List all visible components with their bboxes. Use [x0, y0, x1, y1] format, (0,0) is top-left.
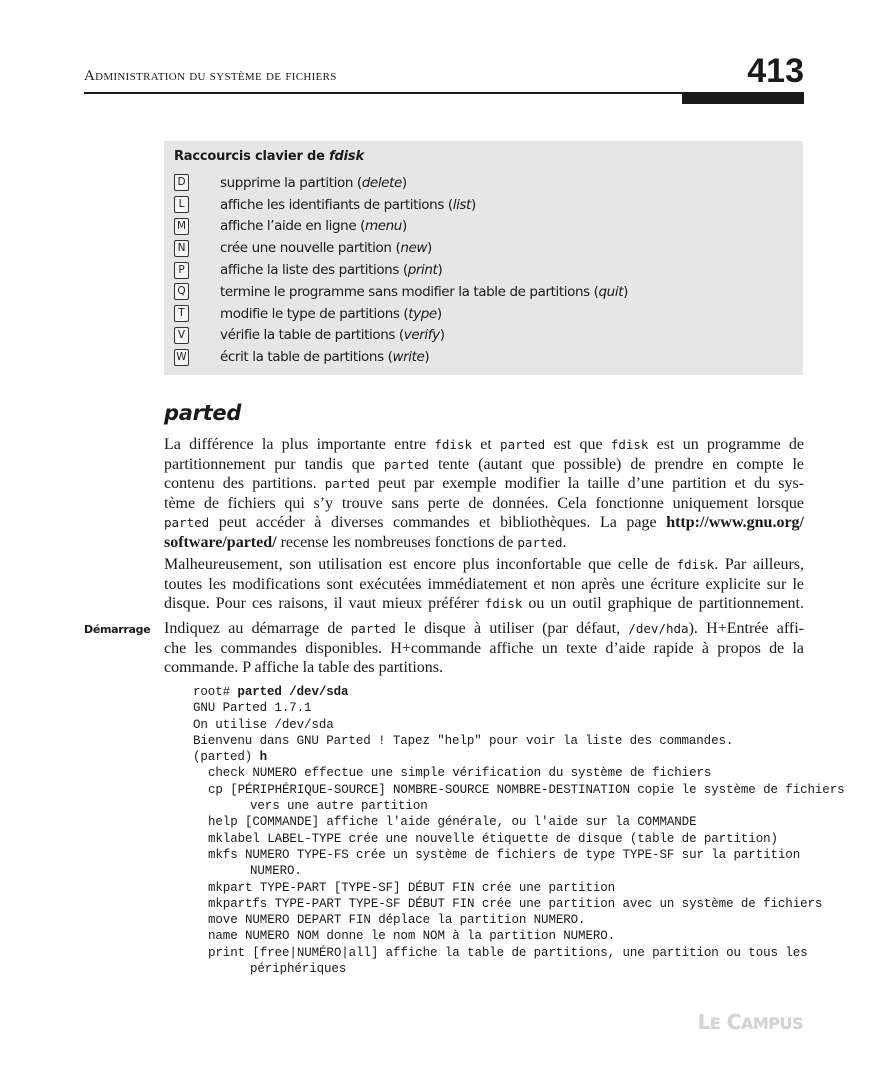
shortcut-row	[174, 237, 794, 259]
shortcut-description: supprime la partition (delete)	[220, 174, 407, 191]
margin-note: Démarrage	[84, 623, 151, 636]
code-line: On utilise /dev/sda	[193, 717, 334, 732]
key-cap: V	[174, 327, 189, 344]
url-link: http://www.gnu.org/	[666, 514, 804, 531]
code-line: mklabel LABEL-TYPE crée une nouvelle étiquette de disque (table de partition)	[208, 831, 778, 846]
code-listing	[193, 684, 845, 977]
shortcut-term: print	[407, 262, 438, 279]
shortcut-row	[174, 325, 794, 347]
code-line: (parted) h	[193, 750, 268, 765]
shortcut-description: affiche les identifiants de partitions (list)	[220, 196, 476, 213]
code-line: root# parted /dev/sda	[193, 685, 349, 699]
key-cap: D	[174, 174, 189, 191]
code-line: mkfs NUMERO TYPE-FS crée un système de fichiers de type TYPE-SF sur la partition	[208, 847, 801, 862]
key-cap: Q	[174, 283, 189, 300]
key-cap: T	[174, 305, 189, 322]
text-line: La différence la plus importante entre fdisk et parted est que fdisk est un programme de	[164, 436, 805, 453]
shortcut-description: affiche l’aide en ligne (menu)	[220, 218, 407, 235]
shortcut-description: modifie le type de partitions (type)	[220, 305, 442, 322]
shortcut-term: verify	[403, 327, 440, 344]
code-line: print [free|NUMÉRO|all] affiche la table de partitions, une partition ou tous les	[208, 945, 808, 960]
shortcut-row	[174, 303, 794, 325]
shortcut-description: vérifie la table de partitions (verify)	[220, 327, 445, 344]
shortcut-row	[174, 194, 794, 216]
paragraph-startup	[164, 619, 804, 678]
code-line: move NUMERO DEPART FIN déplace la partition NUMERO.	[208, 913, 586, 928]
code-line: périphériques	[250, 962, 347, 977]
key-cap: N	[174, 240, 189, 257]
code-help-lines	[193, 765, 845, 977]
shortcut-list	[174, 172, 794, 368]
key-cap: P	[174, 262, 189, 279]
shortcut-term: quit	[598, 283, 624, 300]
running-header-title: Administration du système de fichiers	[84, 68, 337, 84]
shortcut-row	[174, 259, 794, 281]
shortcut-term: type	[408, 305, 437, 322]
paragraph-drawbacks	[164, 555, 804, 614]
shortcut-row	[174, 281, 794, 303]
shortcut-term: new	[400, 240, 428, 257]
text-line: software/parted/ recense les nombreuses fonctions de parted.	[164, 533, 567, 551]
text-line: Indiquez au démarrage de parted le disque à utiliser (par défaut, /dev/hda). H+Entrée affi-	[164, 620, 805, 637]
text-line: Malheureusement, son utilisation est encore plus inconfortable que celle de fdisk. Par ailleurs,	[164, 556, 805, 573]
shortcut-description: écrit la table de partitions (write)	[220, 349, 430, 366]
shortcut-description: termine le programme sans modifier la table de partitions (quit)	[220, 283, 628, 300]
shortcut-description: crée une nouvelle partition (new)	[220, 240, 432, 257]
code-line: vers une autre partition	[250, 799, 428, 814]
key-cap: M	[174, 218, 189, 235]
shortcut-box-command: fdisk	[329, 149, 364, 164]
text-line: che les commandes disponibles. H+commande affiche un texte d’aide rapide à propos de la	[164, 639, 804, 657]
text-line: tème de fichiers qui s’y trouve sans perte de données. Cela fonctionne uniquement lorsque	[164, 494, 804, 512]
section-heading: parted	[164, 401, 242, 425]
key-cap: W	[174, 349, 189, 366]
shortcut-term: delete	[361, 174, 402, 191]
code-line: name NUMERO NOM donne le nom NOM à la partition NUMERO.	[208, 929, 616, 944]
shortcut-term: write	[392, 349, 425, 366]
shortcut-row	[174, 216, 794, 238]
header-block	[682, 94, 804, 104]
publisher-logo: LE CAMPUS	[697, 1010, 803, 1034]
text-line: partitionnement pur tandis que parted tente (autant que possible) de prendre en compte le	[164, 455, 804, 473]
text-line: parted peut accéder à diverses commandes et bibliothèques. La page http://www.gnu.org/	[164, 514, 804, 531]
shortcut-term: menu	[364, 218, 402, 235]
shortcut-term: list	[452, 196, 471, 213]
code-line: mkpart TYPE-PART [TYPE-SF] DÉBUT FIN crée une partition	[208, 880, 616, 895]
text-line: commande. P affiche la table des partitions.	[164, 659, 444, 676]
shortcut-description: affiche la liste des partitions (print)	[220, 262, 443, 279]
text-line: contenu des partitions. parted peut par exemple modifier la taille d’une partition et du sys-	[164, 475, 805, 492]
page-number: 413	[747, 52, 804, 90]
code-lines-output	[193, 700, 813, 749]
code-line: Bienvenu dans GNU Parted ! Tapez "help" pour voir la liste des commandes.	[193, 733, 734, 748]
shortcut-box-title: Raccourcis clavier de fdisk	[174, 149, 364, 164]
text-line: toutes les modifications sont exécutées immédiatement et non après une écriture explicite sur le	[164, 575, 804, 593]
code-line: NUMERO.	[250, 864, 302, 879]
code-line: mkpartfs TYPE-PART TYPE-SF DÉBUT FIN crée une partition avec un système de fichiers	[208, 896, 823, 911]
code-line: GNU Parted 1.7.1	[193, 701, 312, 716]
url-link: software/parted/	[164, 533, 277, 551]
code-line: check NUMERO effectue une simple vérification du système de fichiers	[208, 766, 712, 781]
shortcut-row	[174, 172, 794, 194]
code-line: cp [PÉRIPHÉRIQUE-SOURCE] NOMBRE-SOURCE NOMBRE-DESTINATION copie le système de fichiers	[208, 782, 845, 797]
key-cap: L	[174, 196, 189, 213]
paragraph-intro	[164, 435, 804, 552]
text-line: disque. Pour ces raisons, il vaut mieux préférer fdisk ou un outil graphique de partitionnement.	[164, 595, 805, 612]
shortcut-row	[174, 346, 794, 368]
code-line: help [COMMANDE] affiche l'aide générale, ou l'aide sur la COMMANDE	[208, 815, 697, 830]
shortcut-box	[164, 141, 803, 375]
